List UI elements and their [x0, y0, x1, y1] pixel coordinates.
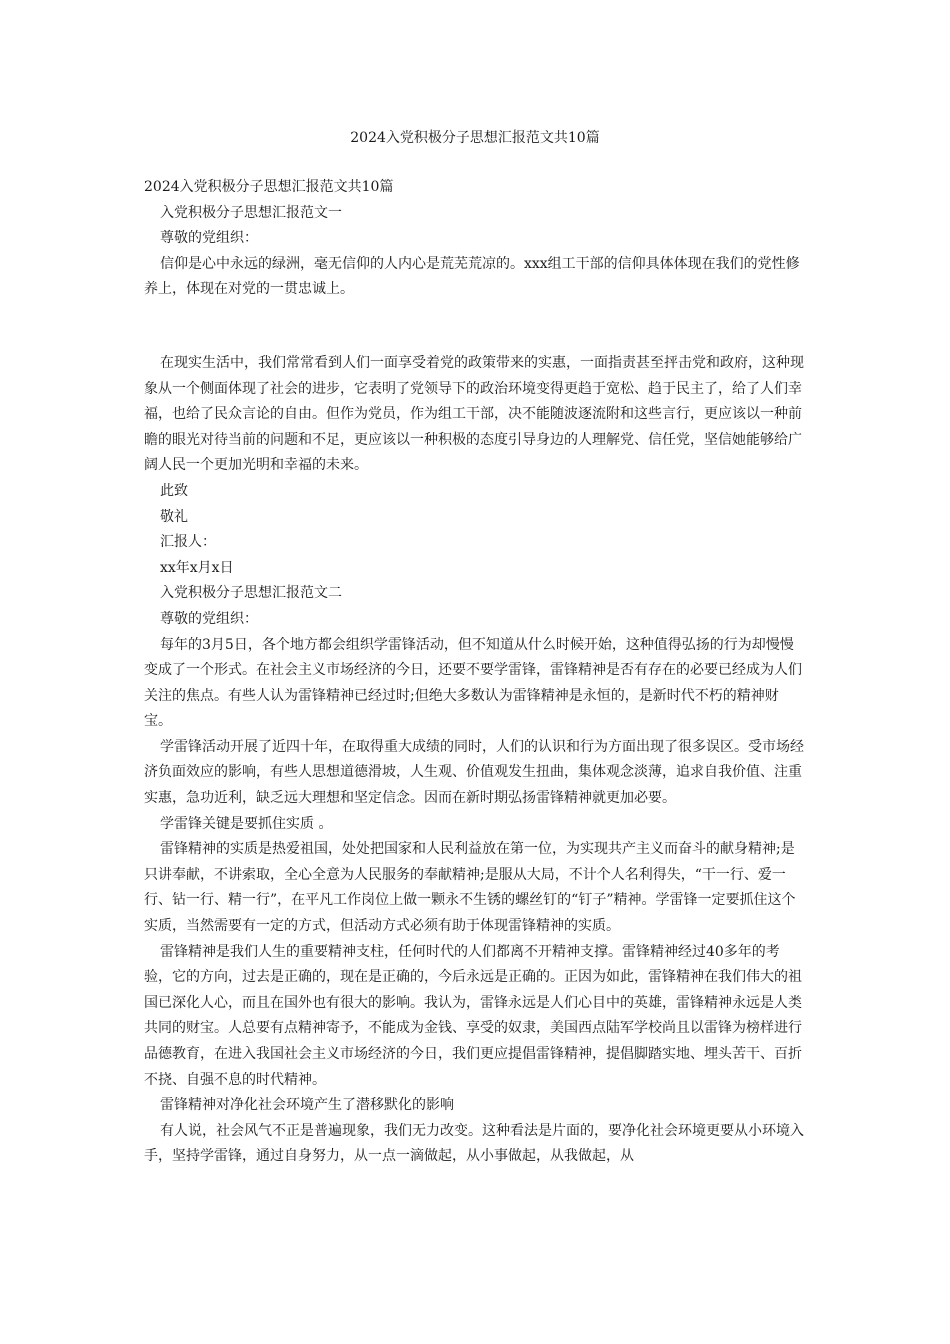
paragraph: xx年x月x日 — [160, 559, 234, 576]
paragraph: 有人说，社会风气不正是普遍现象，我们无力改变。这种看法是片面的，要净化社会环境更要从小环境入手，坚持学雷锋，通过自身努力，从一点一滴做起，从小事做起，从我做起，从 — [144, 1122, 804, 1165]
intro-section — [144, 175, 804, 303]
paragraph: 汇报人： — [160, 534, 216, 551]
paragraph: 学雷锋活动开展了近四十年，在取得重大成绩的同时，人们的认识和行为方面出现了很多误区。受市场经济负面效应的影响，有些人思想道德滑坡，人生观、价值观发生扭曲，集体观念淡薄，追求自我价值、注重实惠，急功近利，缺乏远大理想和坚定信念。因而在新时期弘扬雷锋精神就更加必要。 — [144, 738, 804, 807]
main-section — [144, 351, 804, 1170]
paragraph: 雷锋精神是我们人生的重要精神支柱，任何时代的人们都离不开精神支撑。雷锋精神经过40多年的考验，它的方向，过去是正确的，现在是正确的，今后永远是正确的。正因为如此，雷锋精神在我们伟大的祖国已深化人心，而且在国外也有很大的影响。我认为，雷锋永远是人们心目中的英雄，雷锋精神永远是人类共同的财宝。人总要有点精神寄予，不能成为金钱、享受的奴隶，美国西点陆军学校尚且以雷锋为榜样进行品德教育，在进入我国社会主义市场经济的今日，我们更应提倡雷锋精神，提倡脚踏实地、埋头苦干、百折不挠、自强不息的时代精神。 — [144, 943, 802, 1088]
paragraph: 雷锋精神对净化社会环境产生了潜移默化的影响 — [160, 1097, 454, 1114]
paragraph: 入党积极分子思想汇报范文二 — [160, 585, 342, 602]
paragraph: 尊敬的党组织： — [160, 610, 258, 627]
paragraph: 入党积极分子思想汇报范文一 — [160, 204, 342, 221]
paragraph: 2024入党积极分子思想汇报范文共10篇 — [144, 179, 394, 195]
paragraph: 此致 — [160, 482, 188, 499]
paragraph: 尊敬的党组织： — [160, 230, 258, 247]
paragraph: 学雷锋关键是要抓住实质 。 — [160, 815, 333, 832]
document-body — [144, 175, 804, 1170]
paragraph: 雷锋精神的实质是热爱祖国，处处把国家和人民利益放在第一位，为实现共产主义而奋斗的献身精神;是只讲奉献，不讲索取，全心全意为人民服务的奉献精神;是服从大局，不计个人名利得失，“干一行、爱一行、钻一行、精一行”，在平凡工作岗位上做一颗永不生锈的螺丝钉的“钉子”精神。学雷锋一定要抓住这个实质，当然需要有一定的方式，但活动方式必须有助于体现雷锋精神的实质。 — [144, 841, 796, 935]
section-gap — [144, 303, 804, 351]
paragraph: 每年的3月5日，各个地方都会组织学雷锋活动，但不知道从什么时候开始，这种值得弘扬的行为却慢慢变成了一个形式。在社会主义市场经济的今日，还要不要学雷锋，雷锋精神是否有存在的必要已经成为人们关注的焦点。有些人认为雷锋精神已经过时;但绝大多数认为雷锋精神是永恒的，是新时代不朽的精神财宝。 — [144, 636, 802, 730]
paragraph: 在现实生活中，我们常常看到人们一面享受着党的政策带来的实惠，一面指责甚至抨击党和政府，这种现象从一个侧面体现了社会的进步，它表明了党领导下的政治环境变得更趋于宽松、趋于民主了，给了人们幸福，也给了民众言论的自由。但作为党员，作为组工干部，决不能随波逐流附和这些言行，更应该以一种前瞻的眼光对待当前的问题和不足，更应该以一种积极的态度引导身边的人理解党、信任党，坚信她能够给广阔人民一个更加光明和幸福的未来。 — [144, 354, 804, 474]
document-title: 2024入党积极分子思想汇报范文共10篇 — [350, 130, 600, 146]
paragraph: 敬礼 — [160, 508, 188, 525]
paragraph: 信仰是心中永远的绿洲，毫无信仰的人内心是荒芜荒凉的。xxx组工干部的信仰具体体现在我们的党性修养上，体现在对党的一贯忠诚上。 — [144, 255, 800, 298]
